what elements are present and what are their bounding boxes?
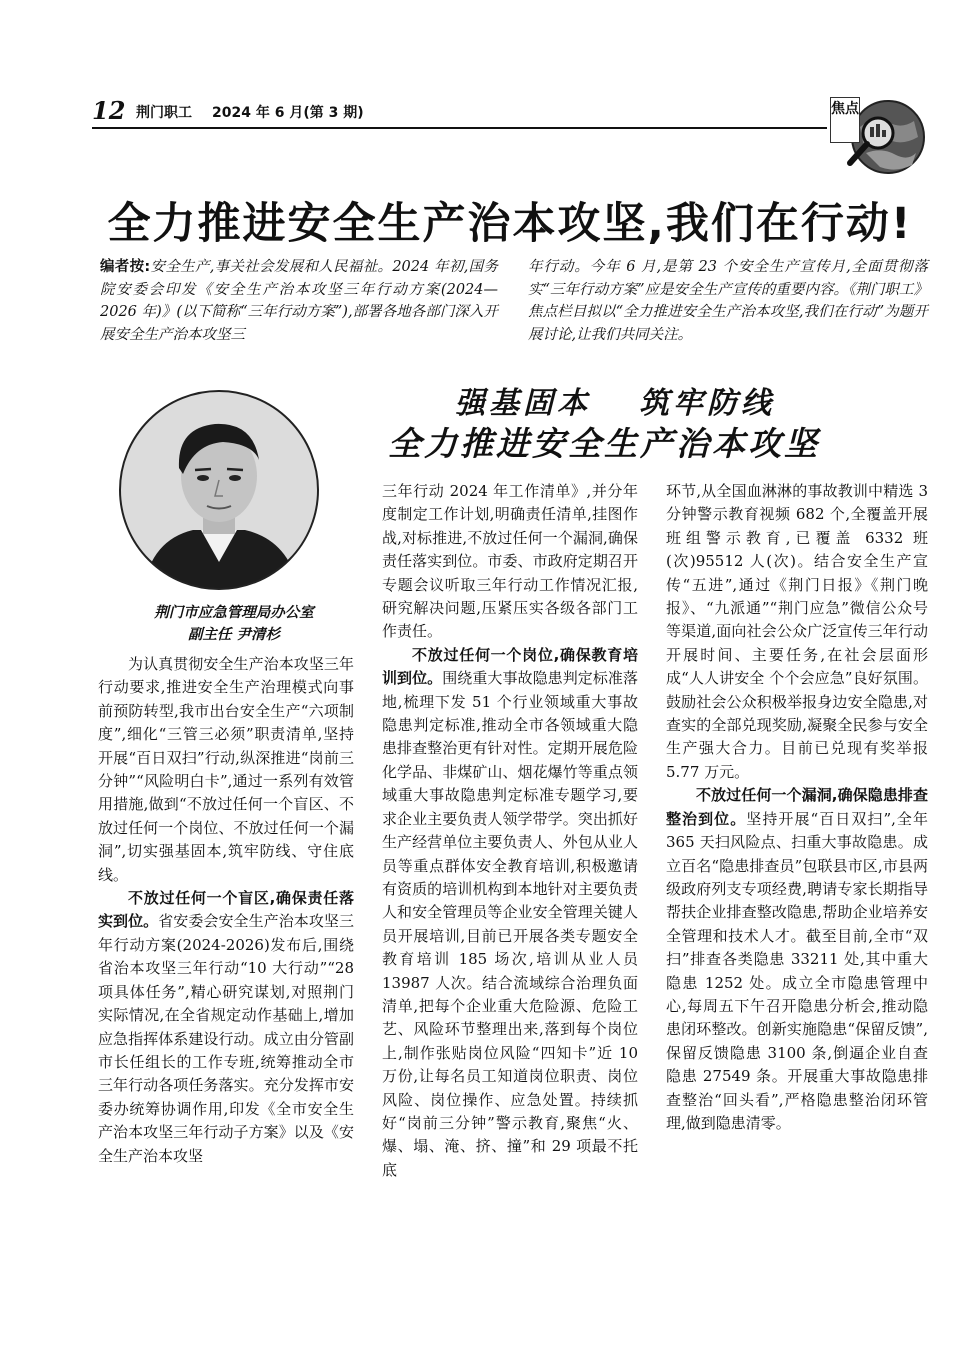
publication-name: 荆门职工 [136,105,192,121]
author-organization: 荆门市应急管理局办公室 [154,604,314,621]
section1-paragraph [98,887,354,1168]
article-column-1 [98,653,354,1168]
section3-paragraph [666,784,928,1135]
issue-date: 2024 年 6 月(第 3 期) [212,105,364,121]
author-caption [100,602,368,646]
editor-note-text-1: 安全生产,事关社会发展和人民福祉。2024 年初,国务院安委会印发《安全生产治本攻坚三年行动方案(2024—2026 年)》(以下简称“三年行动方案”),部署各地各部门深入开展安全生产治本攻坚三 [100,259,498,343]
author-photo [103,390,335,590]
editor-note-left [100,256,498,346]
section2-paragraph [382,644,638,1182]
article-column-3 [666,480,928,1135]
section3-lead: 不放过任何一个漏洞,确保隐患排查整治到位。 [666,786,928,828]
author-title: 副主任 尹清杉 [187,626,281,643]
editor-note-label: 编者按: [100,259,151,275]
section1-body: 省安委会安全生产治本攻坚三年行动方案(2024-2026)发布后,围绕省治本攻坚三年行动“10 大行动”“28 项具体任务”,精心研究谋划,对照荆门实际情况,在全省规定动作基础上,增加应急指挥体系建设行动。成立由分管副市长任组长的工作专班,统筹推动全市三年行动各项任务落实。充分发挥市安委办统筹协调作用,印发《全市安全生产治本攻坚三年行动子方案》以及《安全生产治本攻坚 [98,912,354,1165]
article-column-2 [382,480,638,1182]
page-number: 12 [92,96,126,125]
article-subtitle-line2: 全力推进安全生产治本攻坚 [388,424,820,463]
section2-body: 围绕重大事故隐患判定标准落地,梳理下发 51 个行业领域重大事故隐患判定标准,推动全市各领域重大隐患排查整治更有针对性。定期开展危险化学品、非煤矿山、烟花爆竹等重点领域重大事故隐患判定标准专题学习,要求企业主要负责人领学带学。突出抓好生产经营单位主要负责人、外包从业人员等重点群体安全教育培训,积极邀请有资质的培训机构到本地针对主要负责人和安全管理员等企业安全管理关键人员开展培训,目前已开展各类专题安全教育培训 185 场次,培训从业人员 13987 人次。结合流域综合治理负面清单,把每个企业重大危险源、危险工艺、风险环节整理出来,落到每个岗位上,制作张贴岗位风险“四知卡”近 10 万份,让每名员工知道岗位职责、岗位风险、岗位操作、应急处置。持续抓好“岗前三分钟”警示教育,聚焦“火、爆、塌、淹、挤、撞”和 29 项最不托底 [382,669,638,1179]
subtitle-phrase-1: 强基固本 [455,386,591,421]
subtitle-phrase-2: 筑牢防线 [639,386,775,421]
section-badge-label: 焦点 [830,97,860,143]
section1-continued: 三年行动 2024 年工作清单》,并分年度制定工作计划,明确责任清单,挂图作战,对标推进,不放过任何一个漏洞,确保责任落实到位。市委、市政府定期召开专题会议听取三年行动工作情况汇报,研究解决问题,压紧压实各级各部门工作责任。 [382,482,638,641]
header-rule [92,127,827,129]
section1-lead: 不放过任何一个盲区,确保责任落实到位。 [98,889,354,931]
section2-lead: 不放过任何一个岗位,确保教育培训到位。 [382,645,638,688]
section2-continued: 环节,从全国血淋淋的事故教训中精选 3 分钟警示教育视频 682 个,全覆盖开展班组警示教育,已覆盖 6332 班(次)95512 人(次)。结合安全生产宣传“五进”,通过《荆门日报》《荆门晚报》、“九派通”“荆门应急”微信公众号等渠道,面向社会公众广泛宣传三年行动开展时间、主要任务,在社会层面形成“人人讲安全 个个会应急”良好氛围。鼓励社会公众积极举报身边安全隐患,对查实的全部兑现奖励,凝聚全民参与安全生产强大合力。目前已兑现有奖举报 5.77 万元。 [666,482,928,781]
author-portrait [103,390,335,590]
intro-paragraph: 为认真贯彻安全生产治本攻坚三年行动要求,推进安全生产治理模式向事前预防转型,我市出台安全生产“六项制度”,细化“三管三必须”职责清单,坚持开展“百日双扫”行动,纵深推进“岗前三分钟”“风险明白卡”,通过一系列有效管用措施,做到“不放过任何一个盲区、不放过任何一个岗位、不放过任何一个漏洞”,切实强基固本,筑牢防线、守住底线。 [98,655,354,884]
article-subtitle-line1 [455,378,775,422]
editor-note-right: 年行动。今年 6 月,是第 23 个安全生产宣传月,全面贯彻落实“三年行动方案”应是安全生产宣传的重要内容。《荆门职工》焦点栏目拟以“全力推进安全生产治本攻坚,我们在行动”为题开展讨论,让我们共同关注。 [528,259,928,343]
page-title: 全力推进安全生产治本攻坚,我们在行动! [107,199,913,249]
section-badge [830,97,926,177]
page-header [92,96,832,126]
section3-body: 坚持开展“百日双扫”,全年 365 天扫风险点、扫重大事故隐患。成立百名“隐患排查员”包联县市区,市县两级政府列支专项经费,聘请专家长期指导帮扶企业排查整改隐患,帮助企业培养安全管理和技术人才。截至目前,全市“双扫”排查各类隐患 33211 处,其中重大隐患 1252 处。成立全市隐患管理中心,每周五下午召开隐患分析会,推动隐患闭环整改。创新实施隐患“保留反馈”,保留反馈隐患 3100 条,倒逼企业自查隐患 27549 条。开展重大事故隐患排查整治“回头看”,严格隐患整治闭环管理,做到隐患清零。 [666,809,928,1132]
